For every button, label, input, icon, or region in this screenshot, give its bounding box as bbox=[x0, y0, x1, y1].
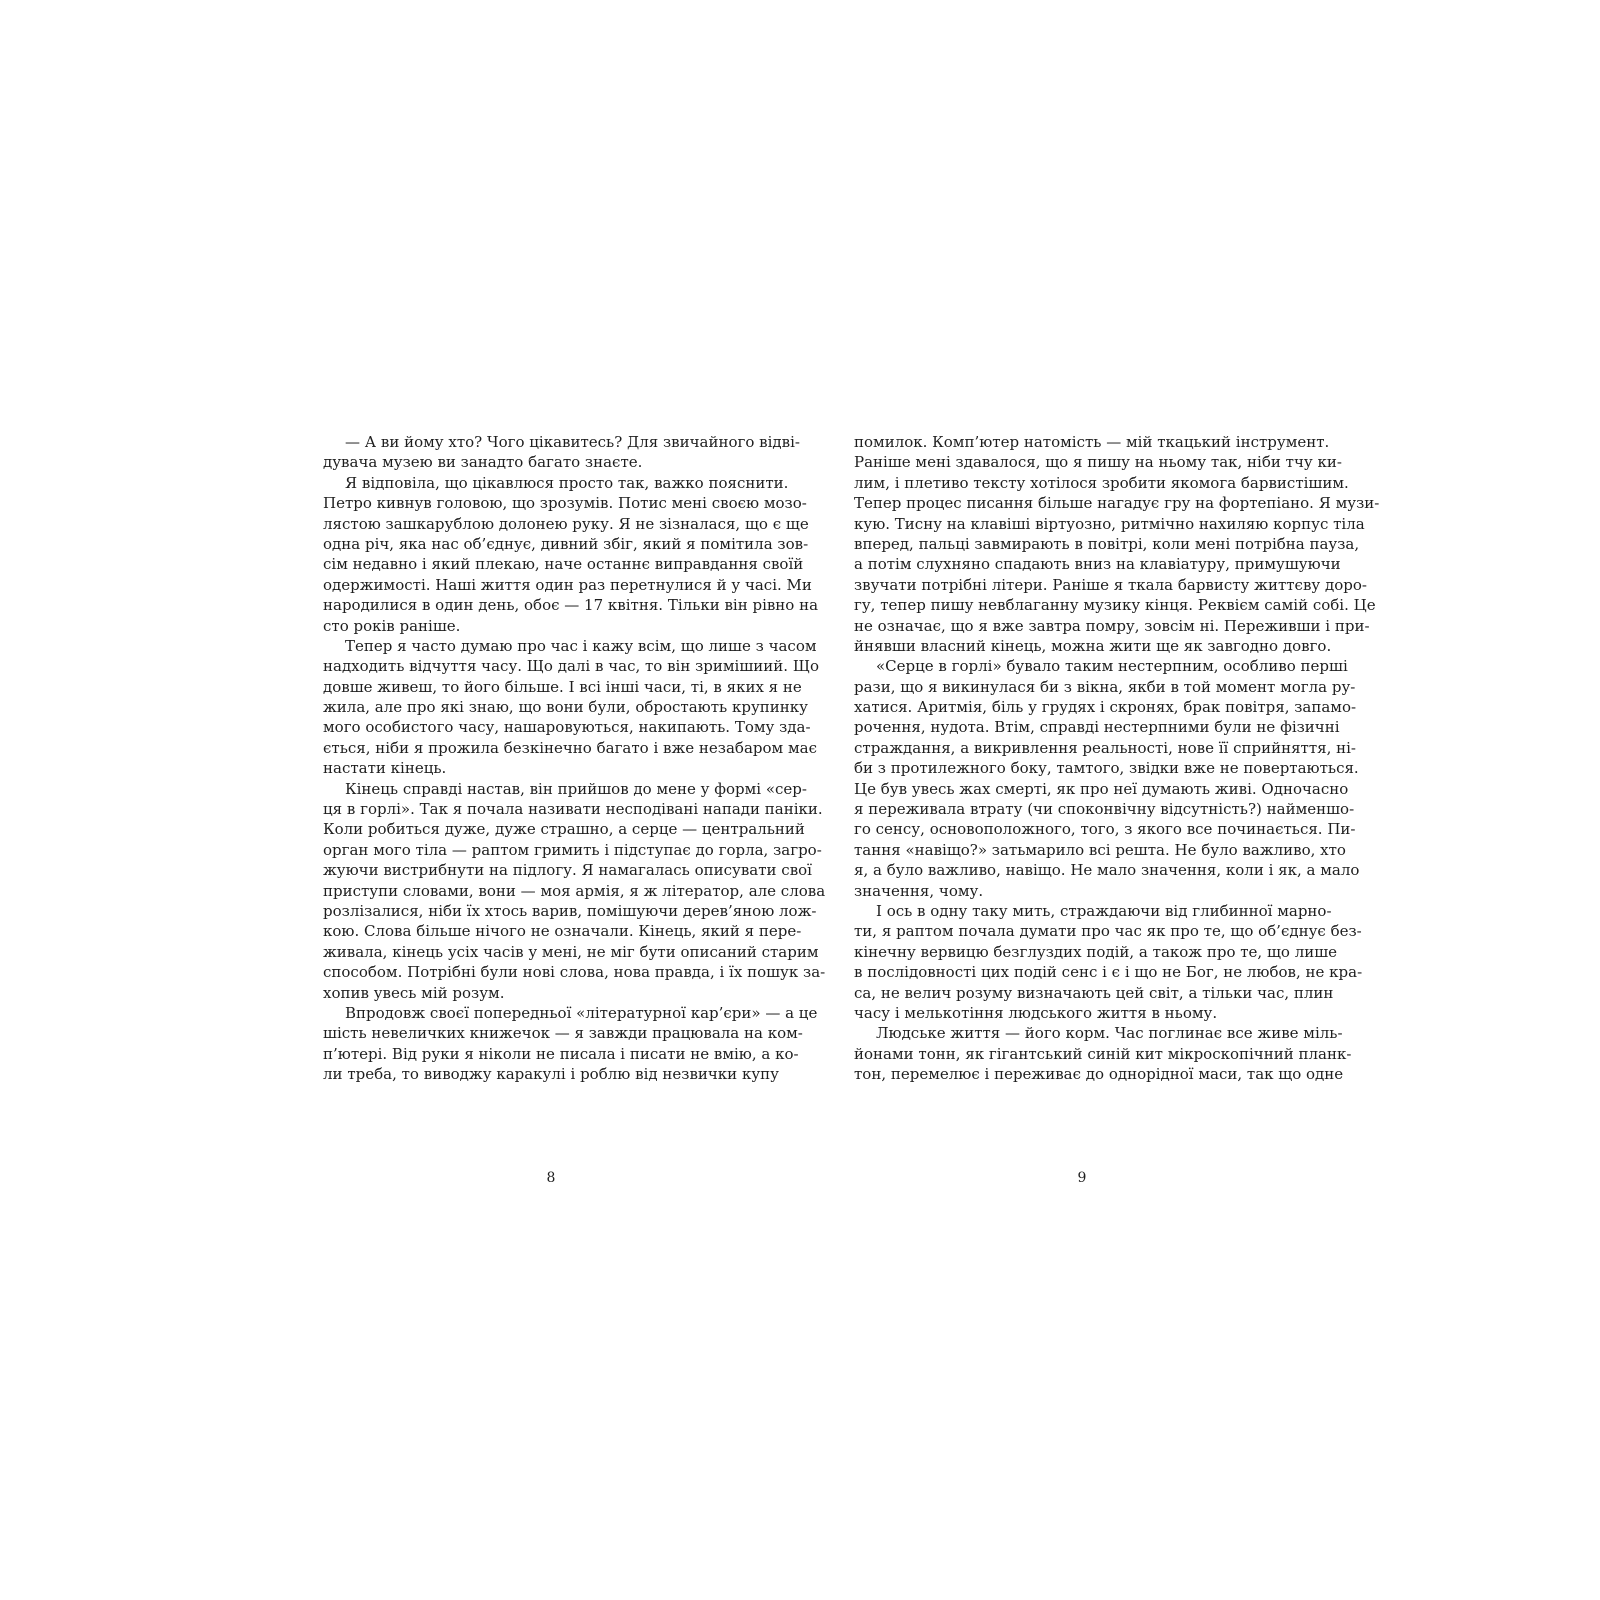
text-line: би з протилежного боку, тамтого, звідки вже не повертаються. bbox=[854, 759, 1359, 778]
text-line: вперед, пальці завмирають в повітрі, коли мені потрібна пауза, bbox=[854, 534, 1360, 553]
left-page bbox=[323, 432, 826, 1186]
text-line: Тепер процес писання більше нагадує гру на фортепіано. Я музи- bbox=[854, 494, 1380, 513]
right-page-text bbox=[854, 432, 1380, 1085]
text-line: Раніше мені здавалося, що я пишу на ньому так, ніби тчу ки- bbox=[854, 453, 1342, 472]
text-line: орган мого тіла — раптом гримить і підступає до горла, загро- bbox=[323, 840, 822, 859]
text-line: дувача музею ви занадто багато знаєте. bbox=[323, 453, 643, 472]
text-line: са, не велич розуму визначають цей світ, а тільки час, плин bbox=[854, 983, 1334, 1002]
text-line: ця в горлі». Так я почала називати несподівані напади паніки. bbox=[323, 800, 823, 819]
text-line: ється, ніби я прожила безкінечно багато і вже незабаром має bbox=[323, 738, 817, 757]
text-line: надходить відчуття часу. Що далі в час, то він зримішиий. Що bbox=[323, 657, 819, 676]
text-line: сім недавно і який плекаю, наче останнє виправдання своїй bbox=[323, 555, 804, 574]
text-line: помилок. Комп’ютер натомість — мій ткацький інструмент. bbox=[854, 433, 1330, 451]
text-line: настати кінець. bbox=[323, 759, 447, 778]
text-line: способом. Потрібні були нові слова, нова правда, і їх пошук за- bbox=[323, 963, 826, 982]
text-line: звучати потрібні літери. Раніше я ткала барвисту життєву доро- bbox=[854, 575, 1367, 594]
text-line: одна річ, яка нас об’єднує, дивний збіг, який я помітила зов- bbox=[323, 534, 809, 553]
text-line: мого особистого часу, нашаровуються, накипають. Тому здa- bbox=[323, 718, 811, 737]
text-line: приступи словами, вони — моя армія, я ж літератор, але слова bbox=[323, 881, 826, 900]
text-line: сто років раніше. bbox=[323, 616, 461, 635]
text-line: Кінець справді настав, він прийшов до мене у формі «сер- bbox=[345, 779, 807, 798]
text-line: «Серце в горлі» бувало таким нестерпним, особливо перші bbox=[876, 657, 1348, 676]
text-line: лястою зашкарублою долонею руку. Я не зізналася, що є ще bbox=[323, 514, 809, 533]
text-line: лим, і плетиво тексту хотілося зробити якомога барвистішим. bbox=[854, 473, 1349, 492]
text-line: тон, перемелює і переживає до однорідної маси, так що одне bbox=[854, 1065, 1344, 1084]
text-line: хатися. Аритмія, біль у грудях і скронях, брак повітря, запамо- bbox=[854, 698, 1357, 717]
text-line: кінечну вервицю безглуздих подій, а також про те, що лише bbox=[854, 942, 1338, 961]
text-line: Це був увесь жах смерті, як про неї думають живі. Одночасно bbox=[854, 779, 1349, 798]
text-line: ли треба, то виводжу каракулі і роблю від незвички купу bbox=[323, 1065, 779, 1084]
text-line: Петро кивнув головою, що зрозумів. Потис мені своєю мозо- bbox=[323, 494, 807, 513]
text-line: кою. Слова більше нічого не означали. Кінець, який я пере- bbox=[323, 922, 802, 941]
text-line: жила, але про які знаю, що вони були, обростають крупинку bbox=[323, 698, 808, 717]
left-page-text bbox=[323, 432, 826, 1085]
text-line: не означає, що я вже завтра помру, зовсім ні. Переживши і при- bbox=[854, 616, 1370, 635]
text-line: а потім слухняно спадають вниз на клавіатуру, примушуючи bbox=[854, 555, 1341, 574]
text-line: І ось в одну таку мить, страждаючи від глибинної марно- bbox=[876, 901, 1332, 920]
text-line: народилися в один день, обоє — 17 квітня. Тільки він рівно на bbox=[323, 596, 819, 615]
text-line: Впродовж своєї попередньої «літературної кар’єри» — а це bbox=[345, 1003, 818, 1022]
text-line: значення, чому. bbox=[854, 881, 984, 900]
text-line: в послідовності цих подій сенс і є і що не Бог, не любов, не кра- bbox=[854, 963, 1363, 982]
text-line: йнявши власний кінець, можна жити ще як завгодно довго. bbox=[854, 636, 1332, 655]
text-line: гу, тепер пишу невблаганну музику кінця. Реквієм самій собі. Це bbox=[854, 596, 1376, 615]
text-line: тання «навіщо?» затьмарило всі решта. Не було важливо, хто bbox=[854, 840, 1346, 859]
text-line: рази, що я викинулася би з вікна, якби в той момент могла ру- bbox=[854, 677, 1356, 696]
text-line: я, а було важливо, навіщо. Не мало значення, коли і як, а мало bbox=[854, 861, 1360, 880]
text-line: часу і мелькотіння людського життя в ньому. bbox=[854, 1003, 1218, 1022]
text-line: Коли робиться дуже, дуже страшно, а серце — центральний bbox=[323, 820, 805, 839]
text-line: шість невеличких книжечок — я завжди працювала на ком- bbox=[323, 1024, 803, 1043]
text-line: я переживала втрату (чи споконвічну відсутність?) найменшо- bbox=[854, 800, 1355, 819]
text-line: ти, я раптом почала думати про час як про те, що об’єднує без- bbox=[854, 922, 1362, 941]
page-number: 8 bbox=[546, 1170, 556, 1186]
text-line: довше живеш, то його більше. І всі інші часи, ті, в яких я не bbox=[323, 677, 802, 696]
text-line: Я відповіла, що цікавлюся просто так, важко пояснити. bbox=[345, 473, 789, 492]
text-line: живала, кінець усіх часів у мені, не міг бути описаний старим bbox=[323, 942, 819, 961]
text-line: Тепер я часто думаю про час і кажу всім, що лише з часом bbox=[345, 636, 817, 655]
text-line: Людське життя — його корм. Час поглинає все живе міль- bbox=[876, 1024, 1343, 1043]
text-line: — А ви йому хто? Чого цікавитесь? Для звичайного відві- bbox=[345, 433, 800, 451]
text-line: п’ютері. Від руки я ніколи не писала і писати не вмію, а ко- bbox=[323, 1044, 799, 1063]
text-line: одержимості. Наші життя один раз перетнулися й у часі. Ми bbox=[323, 575, 812, 594]
text-line: розлізалися, ніби їх хтось варив, помішуючи дерев’яною лож- bbox=[323, 901, 817, 920]
text-line: кую. Тисну на клавіші віртуозно, ритмічно нахиляю корпус тіла bbox=[854, 514, 1365, 533]
right-page bbox=[854, 432, 1380, 1186]
text-line: страждання, а викривлення реальності, нове її сприйняття, ні- bbox=[854, 738, 1356, 757]
page-number: 9 bbox=[1077, 1170, 1087, 1186]
text-line: жуючи вистрибнути на підлогу. Я намагалась описувати свої bbox=[323, 861, 812, 880]
text-line: го сенсу, основоположного, того, з якого все починається. Пи- bbox=[854, 820, 1356, 839]
text-line: хопив увесь мій розум. bbox=[323, 983, 505, 1002]
text-line: йонами тонн, як гігантський синій кит мікроскопічний планк- bbox=[854, 1044, 1352, 1063]
text-line: рочення, нудота. Втім, справді нестерпними були не фізичні bbox=[854, 718, 1340, 737]
